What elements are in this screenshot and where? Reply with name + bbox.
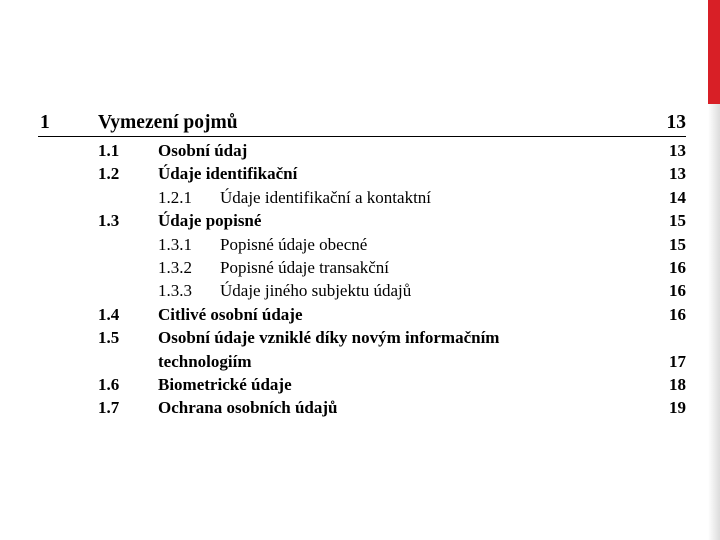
toc-entry-title: Popisné údaje obecné: [220, 234, 368, 254]
toc-entry-page: 19: [669, 398, 686, 418]
toc-entry-1-6[interactable]: [38, 373, 686, 396]
toc-entry-number: 1.3.1: [158, 234, 192, 254]
toc-entry-1-3-2[interactable]: [38, 256, 686, 279]
toc-entry-number: 1.3: [98, 211, 120, 231]
toc-entry-number: 1.7: [98, 398, 120, 418]
toc-entry-page: 14: [669, 187, 686, 207]
toc-entry-page: 17: [669, 351, 686, 371]
toc-entry-number: 1.1: [98, 141, 120, 160]
toc-entry-1-3-3[interactable]: [38, 279, 686, 302]
toc-entry-number: 1.4: [98, 304, 120, 324]
toc-entry-page: 16: [669, 304, 686, 324]
toc-entry-number: 1.3.3: [158, 281, 192, 301]
toc-entry-1-5-continuation[interactable]: [38, 350, 686, 373]
toc-entry-1-1[interactable]: [38, 139, 686, 162]
toc-entry-number: 1.6: [98, 374, 120, 394]
toc-entry-title: Citlivé osobní údaje: [158, 304, 303, 324]
toc-entry-title: Údaje jiného subjektu údajů: [220, 281, 412, 301]
toc-entry-1-5[interactable]: [38, 326, 686, 349]
toc-entry-number: 1.2: [98, 164, 120, 184]
toc-entry-1-4[interactable]: [38, 303, 686, 326]
toc-entry-page: 13: [669, 141, 686, 160]
toc-entry-title: Údaje identifikační a kontaktní: [220, 187, 432, 207]
toc-entry-chapter-1[interactable]: [38, 110, 686, 137]
toc-entry-page: 16: [669, 281, 686, 301]
side-shadow-bar: [708, 104, 720, 540]
toc-entry-page: 13: [669, 164, 686, 184]
toc-entry-1-2[interactable]: [38, 162, 686, 185]
toc-entry-title: Osobní údaj: [158, 141, 248, 160]
toc-entry-1-2-1[interactable]: [38, 186, 686, 209]
toc-entry-title: Údaje popisné: [158, 211, 262, 231]
toc-entry-page: 18: [669, 374, 686, 394]
table-of-contents: [38, 110, 686, 420]
toc-entry-title: Osobní údaje vzniklé díky novým informačním: [158, 328, 500, 348]
toc-entry-1-3[interactable]: [38, 209, 686, 232]
toc-entry-title: Biometrické údaje: [158, 374, 292, 394]
toc-entry-title: Popisné údaje transakční: [220, 257, 390, 277]
toc-entry-page: 13: [666, 112, 686, 133]
toc-entry-number: 1: [40, 112, 50, 133]
toc-entry-title: Ochrana osobních údajů: [158, 398, 338, 418]
red-accent-bar: [708, 0, 720, 104]
toc-entry-page: 15: [669, 234, 686, 254]
toc-entry-title: Údaje identifikační: [158, 164, 298, 184]
toc-entry-title-continuation: technologiím: [158, 351, 252, 371]
toc-entry-title: Vymezení pojmů: [98, 112, 238, 133]
toc-entry-1-3-1[interactable]: [38, 233, 686, 256]
toc-entry-page: 15: [669, 211, 686, 231]
toc-entry-1-7[interactable]: [38, 396, 686, 419]
toc-entry-number: 1.2.1: [158, 187, 192, 207]
toc-entry-page: 16: [669, 257, 686, 277]
toc-entry-number: 1.3.2: [158, 257, 192, 277]
toc-entry-number: 1.5: [98, 328, 120, 348]
